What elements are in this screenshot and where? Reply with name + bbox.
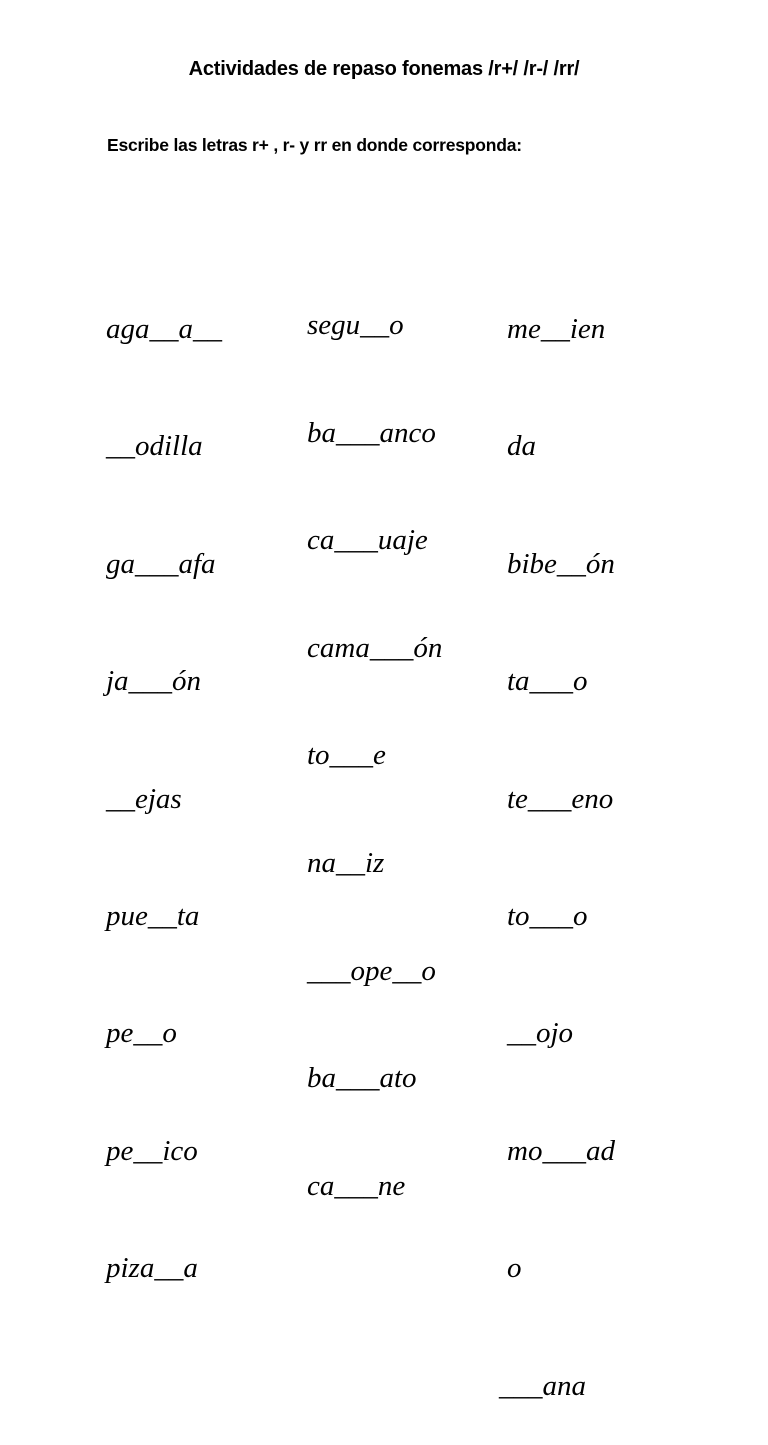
word-item: pe__o bbox=[106, 1017, 177, 1050]
word-item: piza__a bbox=[106, 1252, 198, 1285]
word-item: ba___ato bbox=[307, 1062, 417, 1095]
word-item: te___eno bbox=[507, 782, 614, 815]
instruction-text: Escribe las letras r+ , r- y rr en donde corresponda: bbox=[107, 135, 522, 155]
word-item: __ojo bbox=[507, 1017, 574, 1050]
word-item: ga___afa bbox=[106, 547, 216, 580]
word-item: ca___uaje bbox=[307, 524, 428, 557]
word-column-1 bbox=[106, 238, 222, 1328]
word-item: aga__a__ bbox=[106, 313, 222, 345]
word-column-2 bbox=[307, 239, 442, 1240]
page-title: Actividades de repaso fonemas /r+/ /r-/ /rr/ bbox=[188, 58, 580, 80]
word-item: ___ana bbox=[499, 1369, 586, 1402]
word-item: ja___ón bbox=[106, 665, 202, 698]
word-item: segu__o bbox=[307, 309, 404, 341]
word-item: ___ope__o bbox=[307, 954, 436, 987]
word-column-3 bbox=[499, 238, 615, 1445]
word-item: __ejas bbox=[106, 782, 182, 815]
word-item: bibe__ón bbox=[507, 547, 615, 580]
word-item: na__iz bbox=[307, 846, 385, 879]
word-item: pe__ico bbox=[106, 1134, 198, 1167]
word-item: ba___anco bbox=[307, 416, 436, 449]
word-item: me__ien bbox=[507, 313, 606, 345]
word-item: cama___ón bbox=[307, 631, 443, 664]
word-item: pue__ta bbox=[106, 899, 200, 932]
word-item: o bbox=[507, 1252, 522, 1285]
word-item: to___o bbox=[507, 899, 588, 932]
word-item: da bbox=[507, 430, 536, 463]
word-item: ca___ne bbox=[307, 1169, 406, 1202]
word-item: __odilla bbox=[106, 430, 203, 463]
word-item: mo___ad bbox=[507, 1134, 615, 1167]
word-item: ta___o bbox=[507, 665, 588, 698]
word-item: to___e bbox=[307, 739, 386, 772]
